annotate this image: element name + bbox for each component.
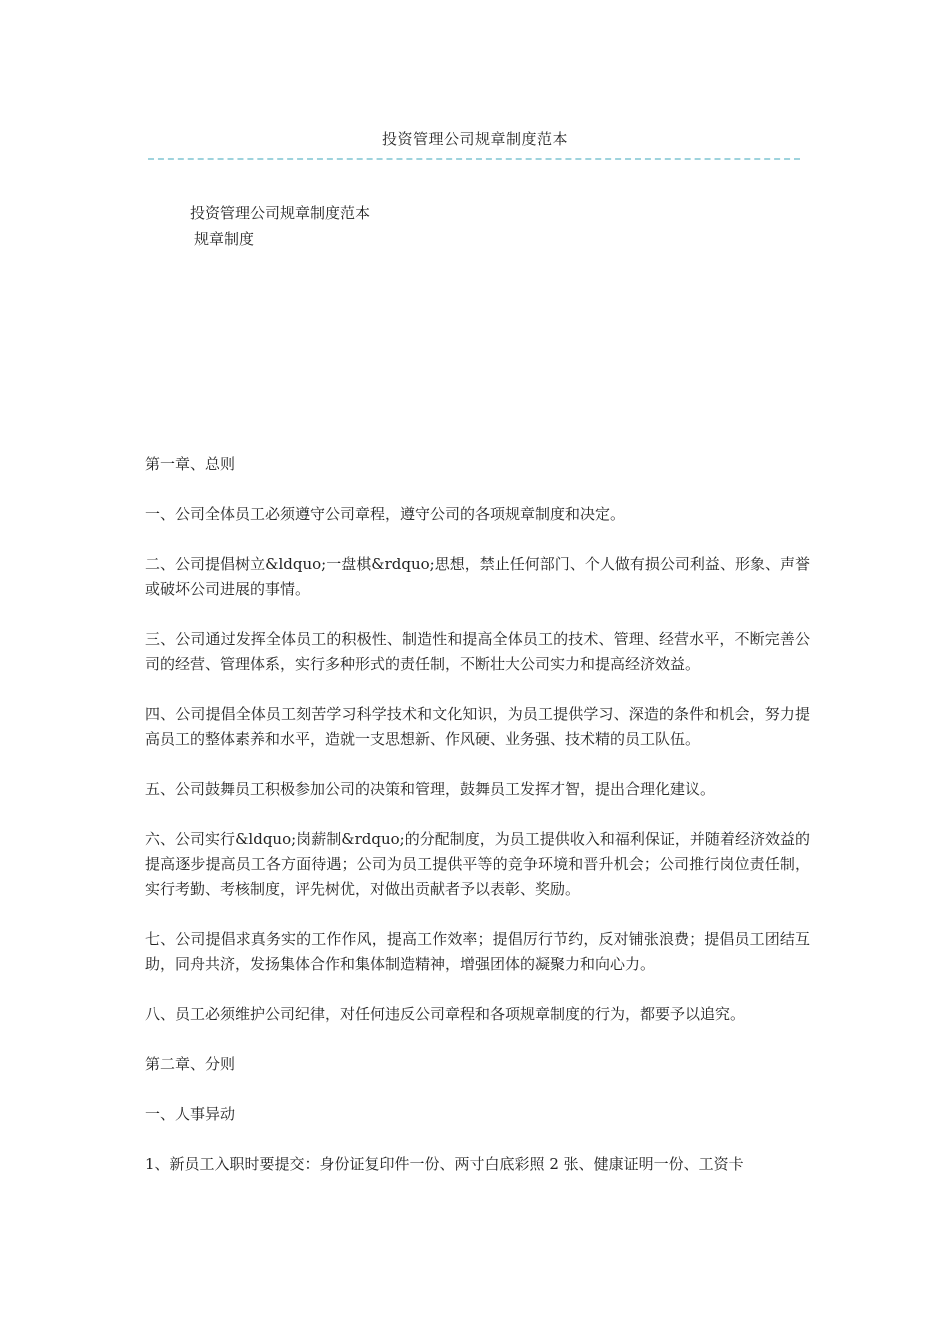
paragraph: 五、公司鼓舞员工积极参加公司的决策和管理，鼓舞员工发挥才智，提出合理化建议。 — [145, 780, 716, 798]
paragraph: 二、公司提倡树立&ldquo;一盘棋&rdquo;思想，禁止任何部门、个人做有损公司利益、形象、声誉或破坏公司进展的事情。 — [145, 555, 810, 598]
paragraph: 一、公司全体员工必须遵守公司章程，遵守公司的各项规章制度和决定。 — [145, 505, 626, 523]
document-subtitle: 投资管理公司规章制度范本 — [190, 204, 371, 222]
document-title: 投资管理公司规章制度范本 — [381, 130, 568, 148]
chapter-heading: 第一章、总则 — [145, 455, 236, 473]
paragraph: 三、公司通过发挥全体员工的积极性、制造性和提高全体员工的技术、管理、经营水平，不断完善公司的经营、管理体系，实行多种形式的责任制，不断壮大公司实力和提高经济效益。 — [145, 630, 810, 673]
document-subtitle-section: 规章制度 — [194, 230, 255, 248]
paragraph: 1、新员工入职时要提交：身份证复印件一份、两寸白底彩照 2 张、健康证明一份、工资卡 — [145, 1155, 744, 1173]
paragraph: 八、员工必须维护公司纪律，对任何违反公司章程和各项规章制度的行为，都要予以追究。 — [145, 1005, 746, 1023]
title-divider — [148, 158, 800, 160]
document-body — [145, 452, 810, 1202]
paragraph: 七、公司提倡求真务实的工作作风，提高工作效率；提倡厉行节约，反对铺张浪费；提倡员工团结互助，同舟共济，发扬集体合作和集体制造精神，增强团体的凝聚力和向心力。 — [145, 930, 810, 973]
section-heading: 一、人事异动 — [145, 1105, 236, 1123]
paragraph: 六、公司实行&ldquo;岗薪制&rdquo;的分配制度，为员工提供收入和福利保证，并随着经济效益的提高逐步提高员工各方面待遇；公司为员工提供平等的竞争环境和晋升机会；公司推行岗位责任制，实行考勤、考核制度，评先树优，对做出贡献者予以表彰、奖励。 — [145, 830, 810, 898]
chapter-heading: 第二章、分则 — [145, 1055, 236, 1073]
paragraph: 四、公司提倡全体员工刻苦学习科学技术和文化知识，为员工提供学习、深造的条件和机会，努力提高员工的整体素养和水平，造就一支思想新、作风硬、业务强、技术精的员工队伍。 — [145, 705, 810, 748]
